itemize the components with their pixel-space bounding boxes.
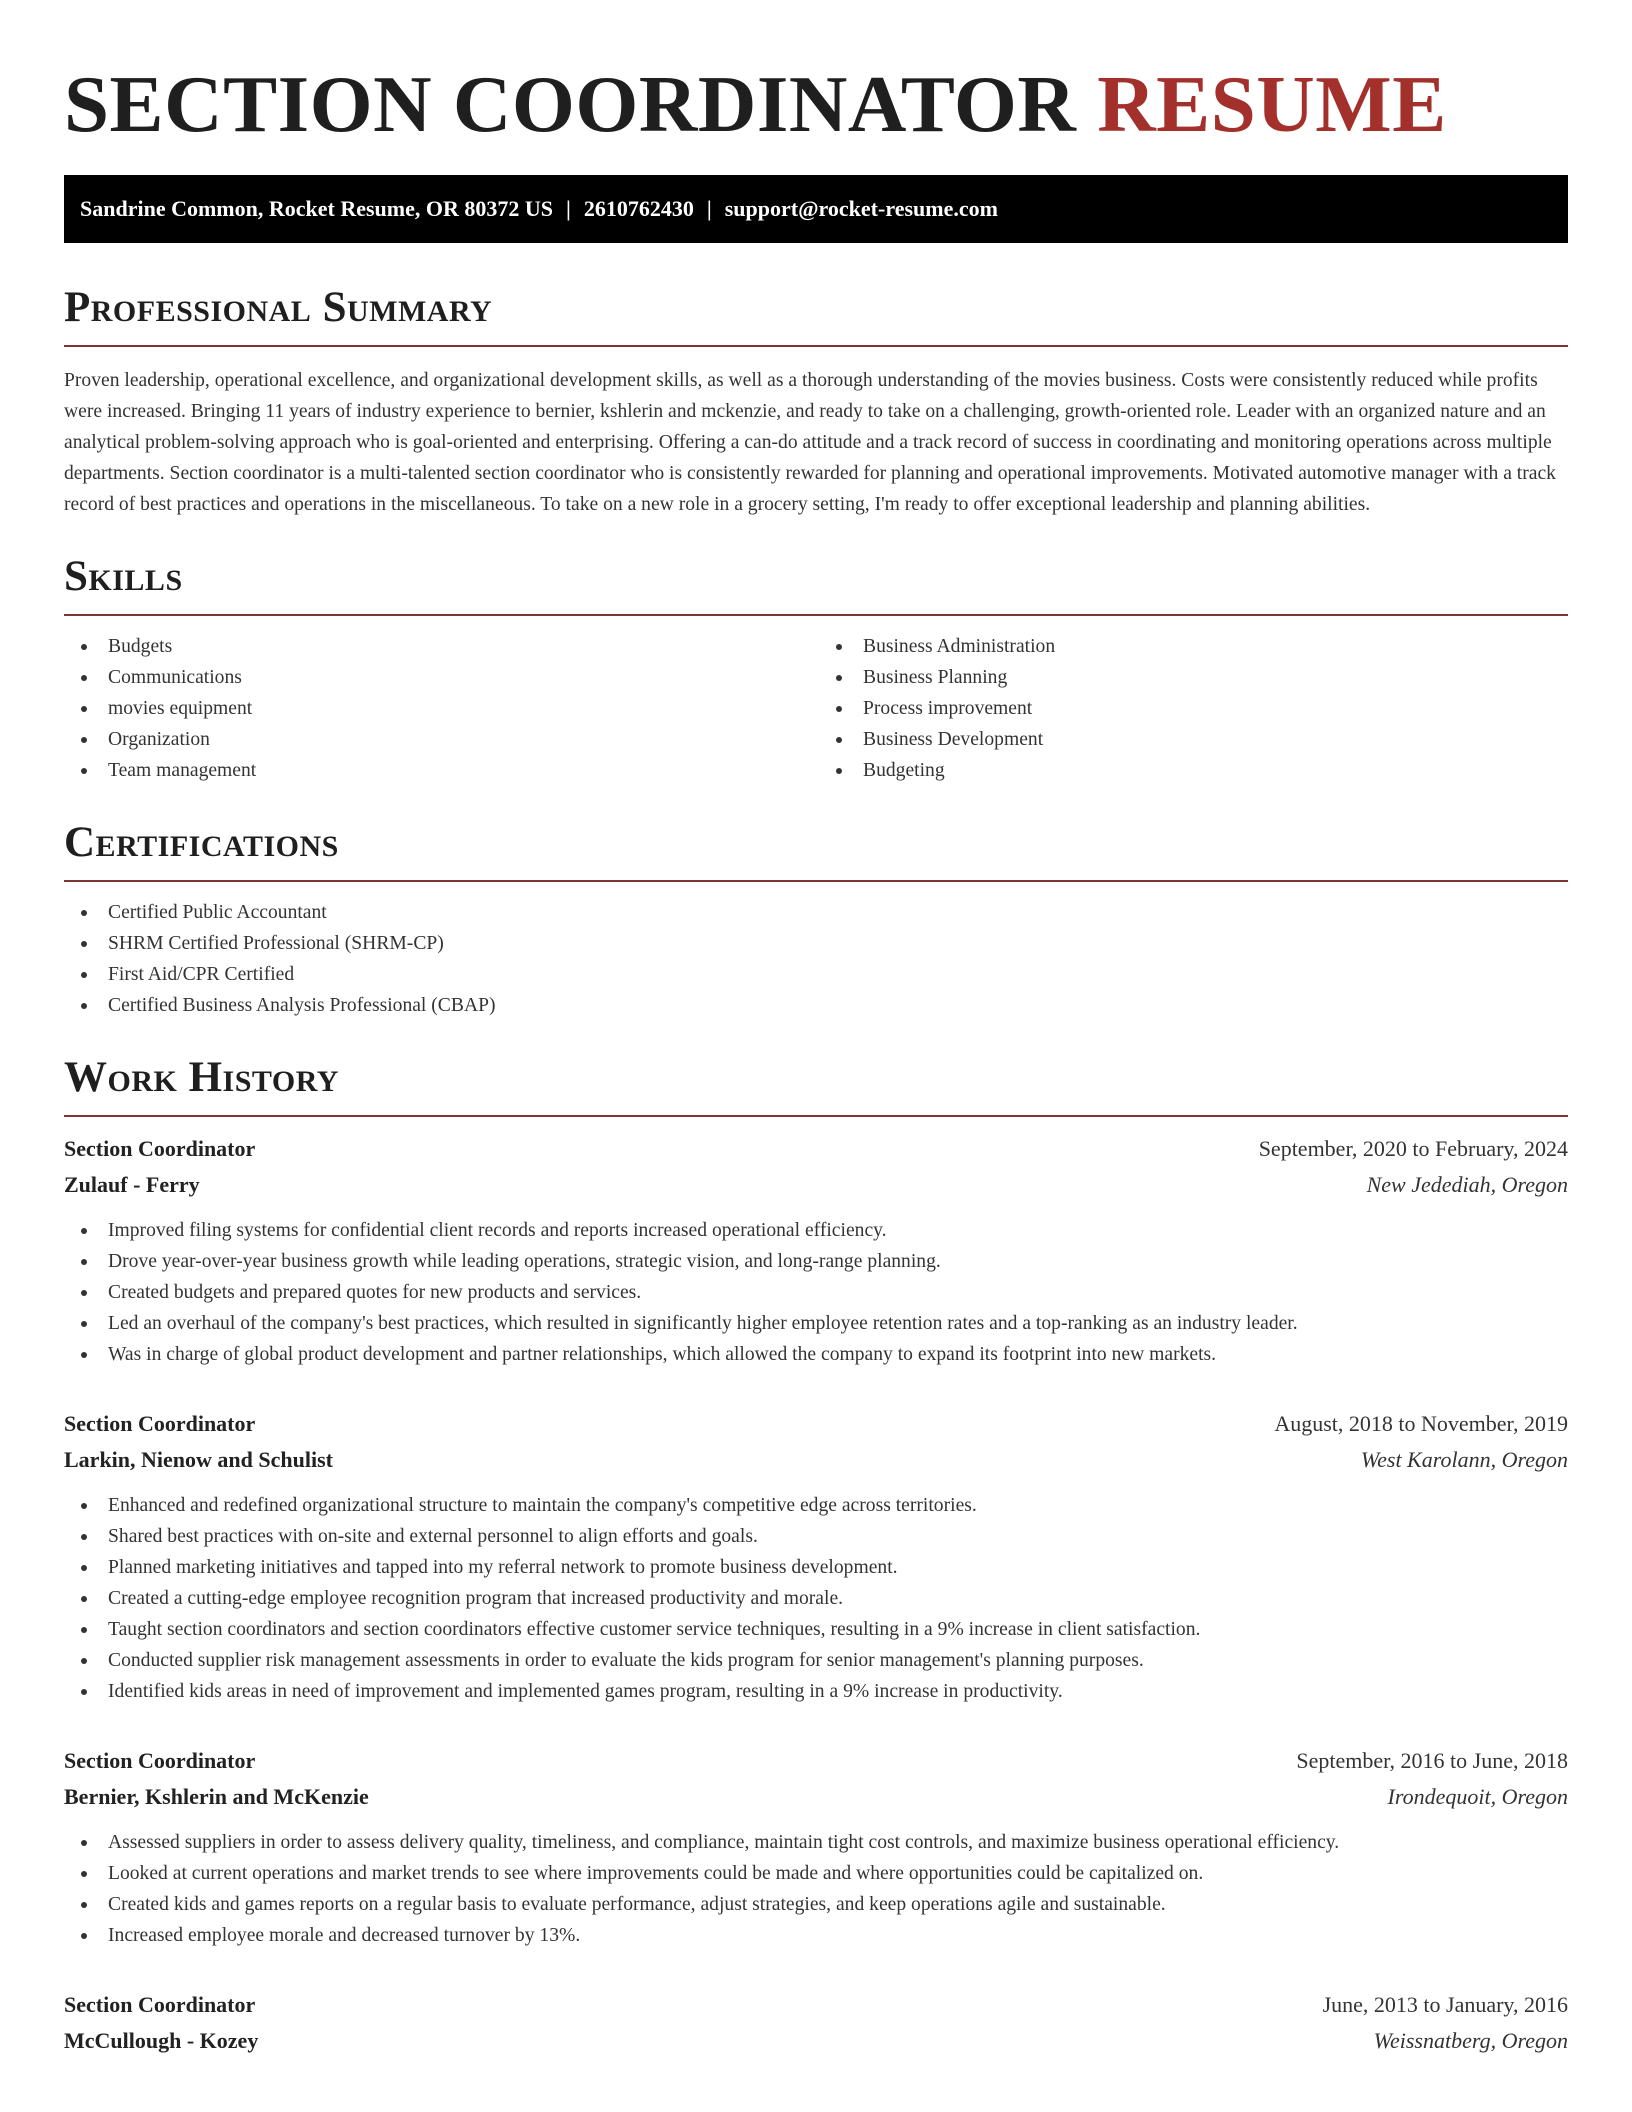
job-header-row: [64, 1131, 1568, 1167]
job-bullet: Created a cutting-edge employee recognition program that increased productivity and morale.: [64, 1583, 1568, 1614]
job-bullet: Assessed suppliers in order to assess delivery quality, timeliness, and compliance, maintain tight cost controls, and maximize business operational efficiency.: [64, 1827, 1568, 1858]
skill-item: Organization: [64, 724, 816, 755]
certification-item: Certified Public Accountant: [64, 897, 1568, 928]
job-bullet: Planned marketing initiatives and tapped into my referral network to promote business development.: [64, 1552, 1568, 1583]
skill-item: movies equipment: [64, 693, 816, 724]
skill-item: Team management: [64, 755, 816, 786]
job-title: Section Coordinator: [64, 1748, 256, 1773]
resume-title: [64, 0, 1568, 150]
title-accent: RESUME: [1097, 59, 1447, 149]
job-company: Bernier, Kshlerin and McKenzie: [64, 1784, 369, 1809]
section-heading: Certifications: [64, 818, 1568, 882]
job-dates: June, 2013 to January, 2016: [1322, 1992, 1568, 2017]
skill-item: Budgets: [64, 631, 816, 662]
job-bullet-list: [64, 1827, 1568, 1951]
contact-bar: [64, 175, 1568, 243]
job-bullet: Created kids and games reports on a regular basis to evaluate performance, adjust strategies, and keep operations agile and sustainable.: [64, 1889, 1568, 1920]
skill-item: Business Development: [819, 724, 1568, 755]
job-company: Zulauf - Ferry: [64, 1172, 200, 1197]
job-bullet: Drove year-over-year business growth while leading operations, strategic vision, and long-range planning.: [64, 1246, 1568, 1277]
job-bullet: Increased employee morale and decreased turnover by 13%.: [64, 1920, 1568, 1951]
job-bullet: Enhanced and redefined organizational structure to maintain the company's competitive edge across territories.: [64, 1490, 1568, 1521]
skills-list-right: [816, 631, 1568, 786]
job-bullet: Identified kids areas in need of improvement and implemented games program, resulting in a 9% increase in productivity.: [64, 1676, 1568, 1707]
skill-item: Business Planning: [819, 662, 1568, 693]
job-entry: [64, 1743, 1568, 1951]
skill-item: Budgeting: [819, 755, 1568, 786]
job-company: McCullough - Kozey: [64, 2028, 259, 2053]
skills-section: [64, 552, 1568, 786]
job-bullet: Shared best practices with on-site and external personnel to align efforts and goals.: [64, 1521, 1568, 1552]
job-company-row: [64, 1167, 1568, 1203]
contact-email: support@rocket-resume.com: [724, 196, 998, 221]
job-company-row: [64, 1779, 1568, 1815]
certifications-list: [64, 897, 1568, 1021]
skills-list-left: [64, 631, 816, 786]
job-entry: [64, 1406, 1568, 1707]
section-heading: Skills: [64, 552, 1568, 616]
skills-grid: [64, 631, 1568, 786]
contact-separator: |: [706, 196, 712, 221]
job-entry: [64, 1131, 1568, 1370]
job-location: Weissnatberg, Oregon: [1373, 2028, 1568, 2053]
skill-item: Business Administration: [819, 631, 1568, 662]
job-bullet-list: [64, 1215, 1568, 1370]
job-bullet: Led an overhaul of the company's best practices, which resulted in significantly higher employee retention rates and a top-ranking as an industry leader.: [64, 1308, 1568, 1339]
section-heading: Professional Summary: [64, 283, 1568, 347]
job-dates: September, 2016 to June, 2018: [1296, 1748, 1568, 1773]
job-bullet: Created budgets and prepared quotes for new products and services.: [64, 1277, 1568, 1308]
job-location: Irondequoit, Oregon: [1387, 1784, 1568, 1809]
job-dates: August, 2018 to November, 2019: [1274, 1411, 1568, 1436]
job-company-row: [64, 1442, 1568, 1478]
contact-phone: 2610762430: [583, 196, 694, 221]
job-bullet: Improved filing systems for confidential client records and reports increased operational efficiency.: [64, 1215, 1568, 1246]
job-bullet: Was in charge of global product development and partner relationships, which allowed the company to expand its footprint into new markets.: [64, 1339, 1568, 1370]
job-bullet: Looked at current operations and market trends to see where improvements could be made and where opportunities could be capitalized on.: [64, 1858, 1568, 1889]
skill-item: Process improvement: [819, 693, 1568, 724]
certification-item: SHRM Certified Professional (SHRM-CP): [64, 928, 1568, 959]
section-heading: Work History: [64, 1053, 1568, 1117]
job-location: West Karolann, Oregon: [1360, 1447, 1568, 1472]
job-location: New Jedediah, Oregon: [1366, 1172, 1568, 1197]
certification-item: First Aid/CPR Certified: [64, 959, 1568, 990]
title-main: SECTION COORDINATOR: [64, 59, 1077, 149]
certifications-section: [64, 818, 1568, 1021]
summary-text: Proven leadership, operational excellence, and organizational development skills, as well as a thorough understanding of the movies business. Costs were consistently reduced while profits were increased. Bringing 11 years of industry experience to bernier, kshlerin and mckenzie, and ready to take on a challenging, growth-oriented role. Leader with an organized nature and an analytical problem-solving approach who is goal-oriented and enterprising. Offering a can-do attitude and a track record of success in coordinating and monitoring operations across multiple departments. Section coordinator is a multi-talented section coordinator who is consistently rewarded for planning and operational improvements. Motivated automotive manager with a track record of best practices and operations in the miscellaneous. To take on a new role in a grocery setting, I'm ready to offer exceptional leadership and planning abilities.: [64, 370, 1556, 515]
certification-item: Certified Business Analysis Professional (CBAP): [64, 990, 1568, 1021]
job-company: Larkin, Nienow and Schulist: [64, 1447, 333, 1472]
contact-separator: |: [566, 196, 571, 221]
job-title: Section Coordinator: [64, 1411, 256, 1436]
skill-item: Communications: [64, 662, 816, 693]
job-title: Section Coordinator: [64, 1136, 256, 1161]
professional-summary-section: [64, 283, 1568, 520]
job-company-row: [64, 2023, 1568, 2059]
job-title: Section Coordinator: [64, 1992, 256, 2017]
job-bullet-list: [64, 1490, 1568, 1707]
work-history-section: [64, 1053, 1568, 2059]
job-bullet: Taught section coordinators and section coordinators effective customer service techniques, resulting in a 9% increase in client satisfaction.: [64, 1614, 1568, 1645]
job-bullet: Conducted supplier risk management assessments in order to evaluate the kids program for senior management's planning purposes.: [64, 1645, 1568, 1676]
contact-address: Sandrine Common, Rocket Resume, OR 80372 US: [80, 196, 553, 221]
job-dates: September, 2020 to February, 2024: [1258, 1136, 1568, 1161]
job-header-row: [64, 1406, 1568, 1442]
job-header-row: [64, 1987, 1568, 2023]
job-header-row: [64, 1743, 1568, 1779]
job-entry: [64, 1987, 1568, 2059]
